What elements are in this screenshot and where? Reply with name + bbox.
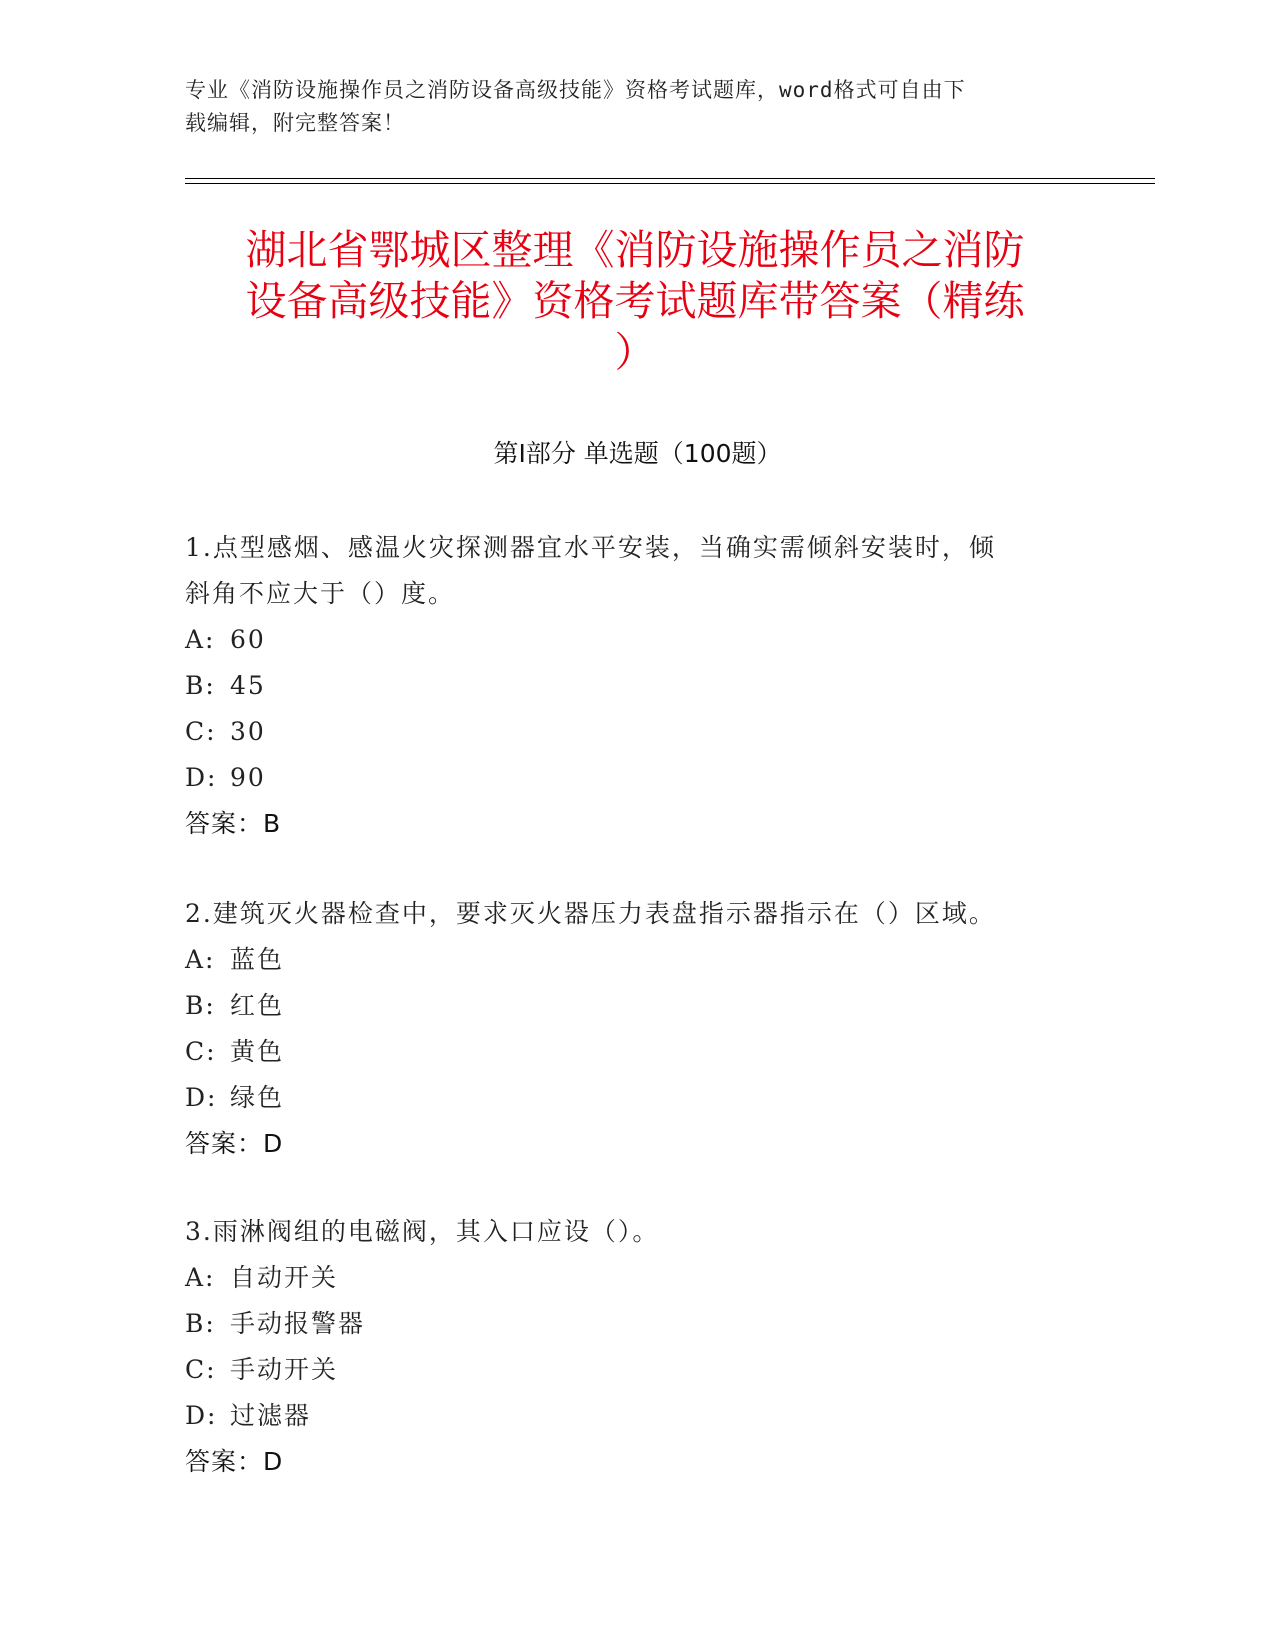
option-text: 绿色 — [230, 1083, 285, 1112]
option-letter: C: — [185, 1355, 217, 1384]
question-stem-line: 3.雨淋阀组的电磁阀，其入口应设（）。 — [185, 1217, 660, 1246]
option-b — [185, 1301, 1085, 1347]
answer-line: 答案：D — [185, 1447, 284, 1476]
option-text: 黄色 — [230, 1037, 285, 1066]
document-title-line: 湖北省鄂城区整理《消防设施操作员之消防 — [245, 226, 1025, 274]
option-text: 手动开关 — [230, 1355, 339, 1384]
option-letter: D: — [185, 1401, 218, 1430]
header-note-line: 专业《消防设施操作员之消防设备高级技能》资格考试题库，word格式可自由下 — [185, 78, 966, 102]
question-stem — [185, 525, 1085, 617]
question-item — [185, 525, 1085, 847]
header-note — [185, 74, 1085, 140]
option-d — [185, 1393, 1085, 1439]
option-text: 过滤器 — [230, 1401, 312, 1430]
option-letter: A: — [185, 1263, 216, 1292]
option-a — [185, 1255, 1085, 1301]
option-a — [185, 617, 1085, 663]
section-heading: 第Ⅰ部分 单选题（100题） — [493, 439, 782, 468]
option-b — [185, 663, 1085, 709]
option-b — [185, 983, 1085, 1029]
option-letter: D: — [185, 1083, 218, 1112]
option-letter: A: — [185, 625, 216, 654]
question-stem-line: 斜角不应大于（）度。 — [185, 579, 456, 608]
option-a — [185, 937, 1085, 983]
option-text: 30 — [230, 717, 266, 746]
option-text: 自动开关 — [230, 1263, 339, 1292]
answer-line: 答案：B — [185, 809, 282, 838]
option-text: 90 — [230, 763, 266, 792]
option-text: 45 — [230, 671, 266, 700]
option-c — [185, 709, 1085, 755]
document-title-line: 设备高级技能》资格考试题库带答案（精练 — [245, 277, 1025, 325]
option-text: 手动报警器 — [230, 1309, 366, 1338]
header-divider — [185, 183, 1155, 184]
option-letter: B: — [185, 671, 216, 700]
document-title — [170, 225, 1100, 378]
option-text: 红色 — [230, 991, 285, 1020]
question-stem-line: 1.点型感烟、感温火灾探测器宜水平安装，当确实需倾斜安装时，倾 — [185, 533, 996, 562]
answer-line: 答案：D — [185, 1129, 284, 1158]
header-divider — [185, 178, 1155, 179]
question-item — [185, 1209, 1085, 1485]
document-title-line: ） — [614, 328, 656, 376]
option-text: 蓝色 — [230, 945, 285, 974]
question-stem-line: 2.建筑灭火器检查中，要求灭火器压力表盘指示器指示在（）区域。 — [185, 899, 996, 928]
question-stem — [185, 1209, 1085, 1255]
option-letter: C: — [185, 1037, 217, 1066]
option-letter: D: — [185, 763, 218, 792]
option-letter: B: — [185, 991, 216, 1020]
header-note-line: 载编辑，附完整答案！ — [185, 111, 405, 135]
option-letter: C: — [185, 717, 217, 746]
question-item — [185, 891, 1085, 1167]
option-c — [185, 1347, 1085, 1393]
option-letter: B: — [185, 1309, 216, 1338]
question-stem — [185, 891, 1085, 937]
option-letter: A: — [185, 945, 216, 974]
option-d — [185, 1075, 1085, 1121]
option-c — [185, 1029, 1085, 1075]
option-text: 60 — [230, 625, 266, 654]
option-d — [185, 755, 1085, 801]
